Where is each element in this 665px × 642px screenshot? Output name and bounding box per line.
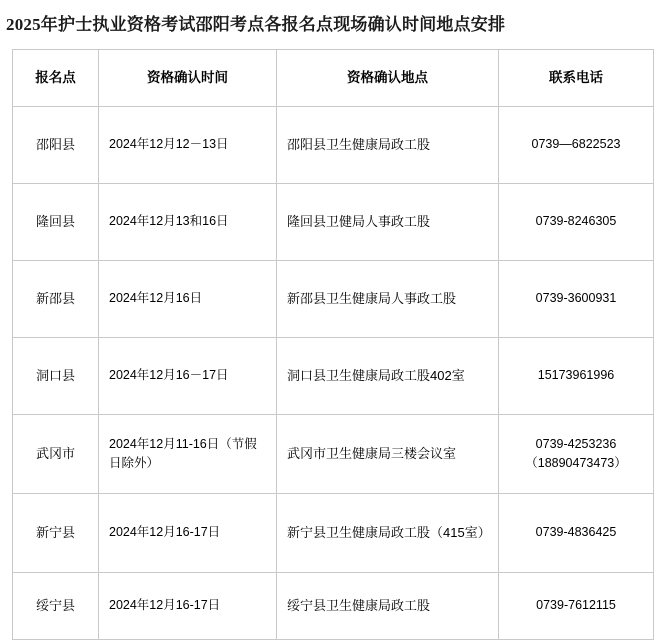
- schedule-table-wrapper: [0, 35, 665, 640]
- table-row: [13, 107, 654, 184]
- cell-place: 洞口县卫生健康局政工股402室: [277, 338, 499, 415]
- column-header-phone: 联系电话: [499, 50, 654, 107]
- table-row: [13, 338, 654, 415]
- table-header-row: [13, 50, 654, 107]
- cell-time: 2024年12月16日: [99, 261, 277, 338]
- cell-phone: 0739-3600931: [499, 261, 654, 338]
- cell-phone: 15173961996: [499, 338, 654, 415]
- cell-site: 新邵县: [13, 261, 99, 338]
- table-row: [13, 494, 654, 573]
- column-header-site: 报名点: [13, 50, 99, 107]
- cell-place: 新邵县卫生健康局人事政工股: [277, 261, 499, 338]
- cell-site: 洞口县: [13, 338, 99, 415]
- cell-place: 隆回县卫健局人事政工股: [277, 184, 499, 261]
- table-row: [13, 573, 654, 640]
- cell-phone: 0739-7612115: [499, 573, 654, 640]
- table-header: [13, 50, 654, 107]
- cell-time: 2024年12月16－17日: [99, 338, 277, 415]
- schedule-table: [12, 49, 654, 640]
- cell-phone: 0739-4253236（18890473473）: [499, 415, 654, 494]
- cell-place: 新宁县卫生健康局政工股（415室）: [277, 494, 499, 573]
- column-header-place: 资格确认地点: [277, 50, 499, 107]
- cell-phone: 0739-8246305: [499, 184, 654, 261]
- cell-phone: 0739-4836425: [499, 494, 654, 573]
- cell-time: 2024年12月13和16日: [99, 184, 277, 261]
- cell-time: 2024年12月16-17日: [99, 573, 277, 640]
- cell-place: 武冈市卫生健康局三楼会议室: [277, 415, 499, 494]
- cell-time: 2024年12月16-17日: [99, 494, 277, 573]
- table-row: [13, 261, 654, 338]
- cell-time: 2024年12月11-16日（节假日除外）: [99, 415, 277, 494]
- cell-site: 新宁县: [13, 494, 99, 573]
- cell-site: 武冈市: [13, 415, 99, 494]
- cell-site: 邵阳县: [13, 107, 99, 184]
- page-title: 2025年护士执业资格考试邵阳考点各报名点现场确认时间地点安排: [6, 15, 506, 34]
- table-row: [13, 415, 654, 494]
- column-header-time: 资格确认时间: [99, 50, 277, 107]
- cell-site: 隆回县: [13, 184, 99, 261]
- cell-time: 2024年12月12－13日: [99, 107, 277, 184]
- table-row: [13, 184, 654, 261]
- cell-place: 绥宁县卫生健康局政工股: [277, 573, 499, 640]
- cell-place: 邵阳县卫生健康局政工股: [277, 107, 499, 184]
- table-body: [13, 107, 654, 640]
- cell-phone: 0739—6822523: [499, 107, 654, 184]
- cell-site: 绥宁县: [13, 573, 99, 640]
